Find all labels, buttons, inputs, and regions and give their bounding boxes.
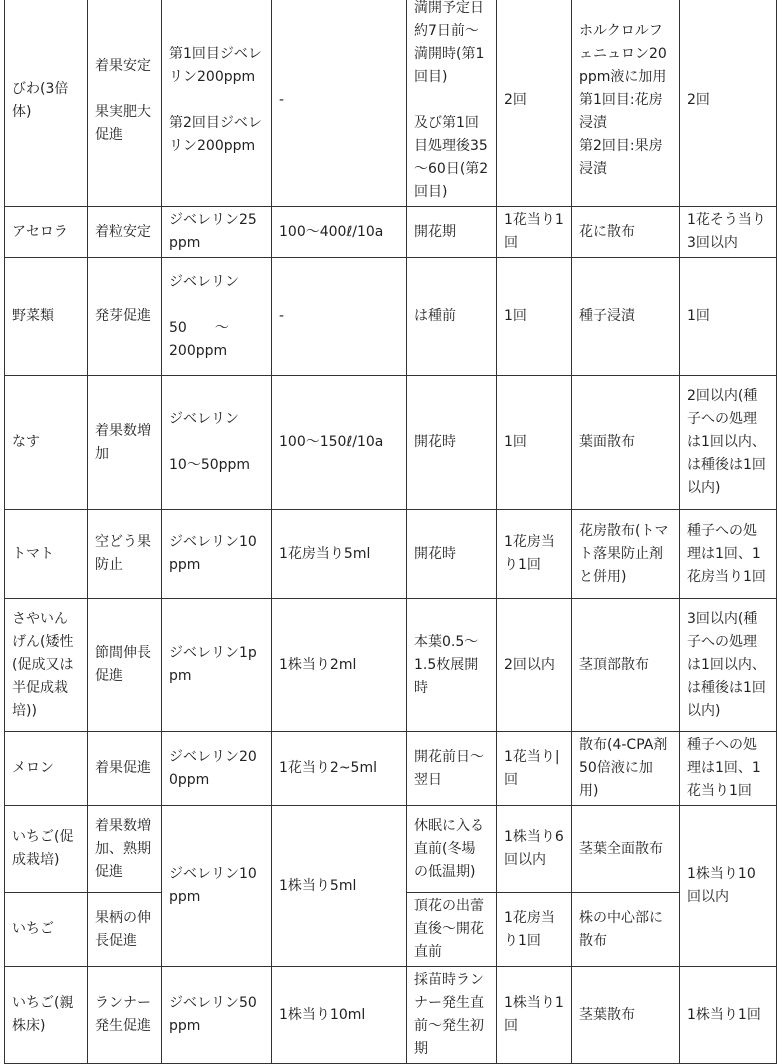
- timing-cell: 本葉0.5～1.5枚展開時: [407, 599, 497, 732]
- count-cell: 2回: [497, 0, 572, 207]
- crop-cell: メロン: [5, 732, 88, 806]
- table-row-sayaingen: [5, 599, 777, 732]
- purpose-cell: 着果安定 果実肥大促進: [88, 0, 162, 207]
- concentration-cell: ジベレリン 10～50ppm: [162, 376, 272, 510]
- count-cell: 1回: [497, 376, 572, 510]
- timing-cell: 頂花の出蕾直後～開花直前: [407, 893, 497, 967]
- amount-cell: -: [272, 0, 407, 207]
- purpose-cell: 果柄の伸長促進: [88, 893, 162, 967]
- count-cell: 2回以内: [497, 599, 572, 732]
- table-row-tomato: [5, 510, 777, 599]
- table-row-nasu: [5, 376, 777, 510]
- concentration-cell: ジベレリン200ppm: [162, 732, 272, 806]
- timing-cell: 開花時: [407, 376, 497, 510]
- crop-cell: 野菜類: [5, 258, 88, 376]
- method-cell: ホルクロルフェニュロン20ppm液に加用第1回目:花房浸漬 第2回目:果房浸漬: [572, 0, 680, 207]
- count-cell: 1花当り|回: [497, 732, 572, 806]
- count-cell: 1花房当り1回: [497, 893, 572, 967]
- timing-cell: 採苗時ランナー発生直前～発生初期: [407, 967, 497, 1064]
- crop-cell: アセロラ: [5, 207, 88, 258]
- concentration-cell: ジベレリン10ppm: [162, 806, 272, 967]
- crop-cell: びわ(3倍体): [5, 0, 88, 207]
- count-cell: 1花当り1回: [497, 207, 572, 258]
- amount-cell: 1花当り2~5ml: [272, 732, 407, 806]
- timing-cell: 開花前日～翌日: [407, 732, 497, 806]
- total-count-cell: 1回: [680, 258, 777, 376]
- purpose-cell: 空どう果防止: [88, 510, 162, 599]
- amount-cell: 1株当り5ml: [272, 806, 407, 967]
- crop-cell: なす: [5, 376, 88, 510]
- total-count-cell: 1株当り1回: [680, 967, 777, 1064]
- table-row-acerola: [5, 207, 777, 258]
- purpose-cell: ランナー発生促進: [88, 967, 162, 1064]
- total-count-cell: 種子への処理は1回、1花当り1回: [680, 732, 777, 806]
- purpose-cell: 着果数増加、熟期促進: [88, 806, 162, 893]
- total-count-cell: 3回以内(種子への処理は1回以内、は種後は1回以内): [680, 599, 777, 732]
- concentration-cell: ジベレリン 50 ～ 200ppm: [162, 258, 272, 376]
- total-count-cell: 2回: [680, 0, 777, 207]
- total-count-cell: 2回以内(種子への処理は1回以内、は種後は1回以内): [680, 376, 777, 510]
- purpose-cell: 着果数増加: [88, 376, 162, 510]
- crop-cell: さやいんげん(矮性(促成又は半促成栽培)): [5, 599, 88, 732]
- purpose-cell: 着粒安定: [88, 207, 162, 258]
- method-cell: 花に散布: [572, 207, 680, 258]
- method-cell: 散布(4-CPA剤50倍液に加用): [572, 732, 680, 806]
- count-cell: 1株当り1回: [497, 967, 572, 1064]
- amount-cell: -: [272, 258, 407, 376]
- method-cell: 茎頂部散布: [572, 599, 680, 732]
- method-cell: 茎葉全面散布: [572, 806, 680, 893]
- timing-cell: 開花期: [407, 207, 497, 258]
- concentration-cell: ジベレリン25ppm: [162, 207, 272, 258]
- crop-cell: トマト: [5, 510, 88, 599]
- concentration-cell: ジベレリン10ppm: [162, 510, 272, 599]
- concentration-cell: ジベレリン1ppm: [162, 599, 272, 732]
- concentration-cell: ジベレリン50ppm: [162, 967, 272, 1064]
- count-cell: 1回: [497, 258, 572, 376]
- purpose-cell: 節間伸長促進: [88, 599, 162, 732]
- amount-cell: 1株当り2ml: [272, 599, 407, 732]
- table-row-ichigo-forcing: [5, 806, 777, 893]
- purpose-cell: 発芽促進: [88, 258, 162, 376]
- table-row-ichigo-mother-bed: [5, 967, 777, 1064]
- total-count-cell: 1株当り10回以内: [680, 806, 777, 967]
- timing-cell: 満開予定日約7日前～満開時(第1回目) 及び第1回目処理後35～60日(第2回目): [407, 0, 497, 207]
- count-cell: 1株当り6回以内: [497, 806, 572, 893]
- crop-cell: いちご(促成栽培): [5, 806, 88, 893]
- amount-cell: 100～400ℓ/10a: [272, 207, 407, 258]
- timing-cell: は種前: [407, 258, 497, 376]
- amount-cell: 1株当り10ml: [272, 967, 407, 1064]
- purpose-cell: 着果促進: [88, 732, 162, 806]
- table-row-melon: [5, 732, 777, 806]
- amount-cell: 1花房当り5ml: [272, 510, 407, 599]
- pesticide-usage-table: [4, 0, 777, 1064]
- method-cell: 茎葉散布: [572, 967, 680, 1064]
- crop-cell: いちご: [5, 893, 88, 967]
- table-row-yasai: [5, 258, 777, 376]
- method-cell: 葉面散布: [572, 376, 680, 510]
- total-count-cell: 種子への処理は1回、1花房当り1回: [680, 510, 777, 599]
- concentration-cell: 第1回目ジベレリン200ppm 第2回目ジベレリン200ppm: [162, 0, 272, 207]
- timing-cell: 休眠に入る直前(冬場の低温期): [407, 806, 497, 893]
- table-row-biwa: [5, 0, 777, 207]
- method-cell: 花房散布(トマト落果防止剤と併用): [572, 510, 680, 599]
- crop-cell: いちご(親株床): [5, 967, 88, 1064]
- amount-cell: 100～150ℓ/10a: [272, 376, 407, 510]
- method-cell: 株の中心部に散布: [572, 893, 680, 967]
- timing-cell: 開花時: [407, 510, 497, 599]
- method-cell: 種子浸漬: [572, 258, 680, 376]
- count-cell: 1花房当り1回: [497, 510, 572, 599]
- total-count-cell: 1花そう当り3回以内: [680, 207, 777, 258]
